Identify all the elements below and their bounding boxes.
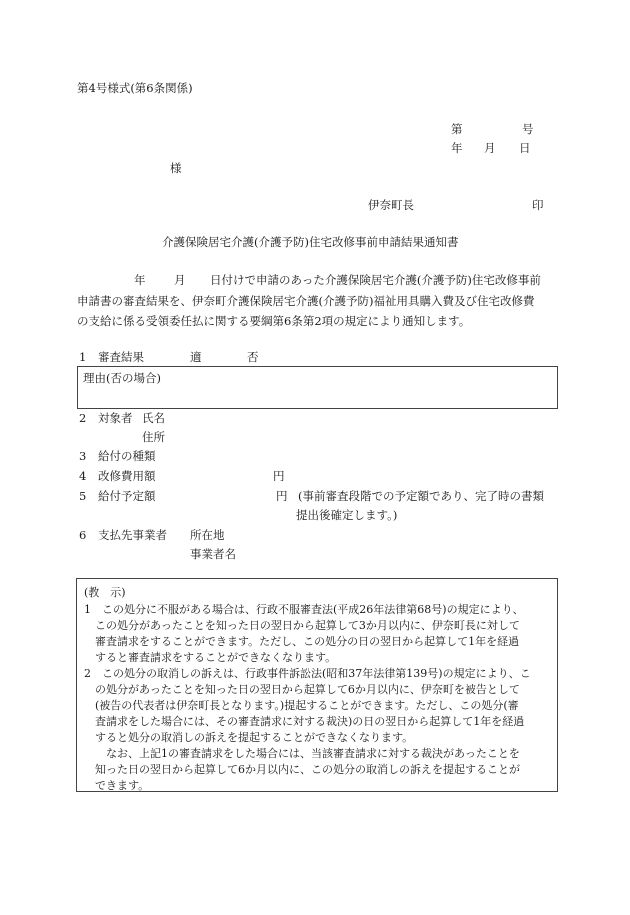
- notice-heading: (教 示): [84, 586, 126, 599]
- document-number-label: 第: [451, 122, 463, 136]
- item2-label: 対象者: [98, 411, 133, 425]
- notice-line: この処分があったことを知った日の翌日から起算して3か月以内に、伊奈町長に対して: [84, 619, 520, 632]
- intro-year: 年: [134, 273, 146, 287]
- notice-line: (被告の代表者は伊奈町長となります。)提起することができます。ただし、この処分(審: [84, 699, 519, 712]
- notice-line: 審査請求をすることができます。ただし、この処分の日の翌日から起算して1年を経過: [84, 635, 520, 648]
- recipient-suffix: 様: [170, 161, 182, 175]
- notice-line: 1 この処分に不服がある場合は、行政不服審査法(平成26年法律第68号)の規定により、: [84, 603, 524, 616]
- form-number: 第4号様式(第6条関係): [77, 81, 193, 95]
- notice-line: できます。: [84, 779, 150, 792]
- notice-line: 2 この処分の取消しの訴えは、行政事件訴訟法(昭和37年法律第139号)の規定により、こ: [84, 667, 531, 680]
- item3-number: 3: [79, 449, 87, 463]
- issuer: 伊奈町長: [368, 198, 414, 212]
- item5-number: 5: [79, 489, 87, 503]
- item2-address-label: 住所: [142, 430, 165, 444]
- item1-label: 審査結果: [98, 350, 144, 364]
- item4-number: 4: [79, 469, 87, 483]
- document-title: 介護保険居宅介護(介護予防)住宅改修事前申請結果通知書: [162, 235, 459, 249]
- item6-company-label: 事業者名: [190, 547, 236, 561]
- notice-line: なお、上記1の審査請求をした場合には、当該審査請求に対する裁決があったことを: [84, 747, 520, 760]
- intro-line1: 日付けで申請のあった介護保険居宅介護(介護予防)住宅改修事前: [210, 273, 541, 287]
- document-number-suffix: 号: [522, 122, 534, 136]
- item4-unit: 円: [273, 469, 285, 483]
- item4-label: 改修費用額: [98, 469, 156, 483]
- intro-line3: の支給に係る受領委任払に関する要綱第6条第2項の規定により通知します。: [77, 314, 471, 328]
- notice-line: すると処分の取消しの訴えを提起することができなくなります。: [84, 731, 414, 744]
- item1-number: 1: [79, 350, 87, 364]
- item2-number: 2: [79, 411, 87, 425]
- item5-label: 給付予定額: [98, 489, 156, 503]
- item6-location-label: 所在地: [190, 528, 225, 542]
- date-day: 日: [519, 141, 531, 155]
- item2-name-label: 氏名: [142, 411, 165, 425]
- seal-mark: 印: [532, 198, 544, 212]
- date-year: 年: [451, 141, 463, 155]
- notice-line: の処分があったことを知った日の翌日から起算して6か月以内に、伊奈町を被告として: [84, 683, 520, 696]
- reason-box: [77, 366, 558, 409]
- intro-line2: 申請書の審査結果を、伊奈町介護保険居宅介護(介護予防)福祉用具購入費及び住宅改修費: [77, 294, 535, 308]
- item5-unit: 円: [276, 489, 288, 503]
- reason-label: 理由(否の場合): [83, 371, 161, 385]
- item3-label: 給付の種類: [98, 449, 156, 463]
- notice-line: すると審査請求をすることができなくなります。: [84, 651, 337, 664]
- item6-label: 支払先事業者: [98, 528, 167, 542]
- item1-reject: 否: [247, 350, 259, 364]
- intro-month: 月: [174, 273, 186, 287]
- item6-number: 6: [79, 528, 87, 542]
- item5-note-line2: 提出後確定します。): [296, 508, 398, 522]
- item1-approve: 適: [190, 350, 202, 364]
- item5-note-line1: (事前審査段階での予定額であり、完了時の書類: [298, 489, 544, 503]
- date-month: 月: [484, 141, 496, 155]
- notice-line: 知った日の翌日から起算して6か月以内に、この処分の取消しの訴えを提起することが: [84, 763, 520, 776]
- notice-line: 査請求をした場合には、その審査請求に対する裁決)の日の翌日から起算して1年を経過: [84, 715, 525, 728]
